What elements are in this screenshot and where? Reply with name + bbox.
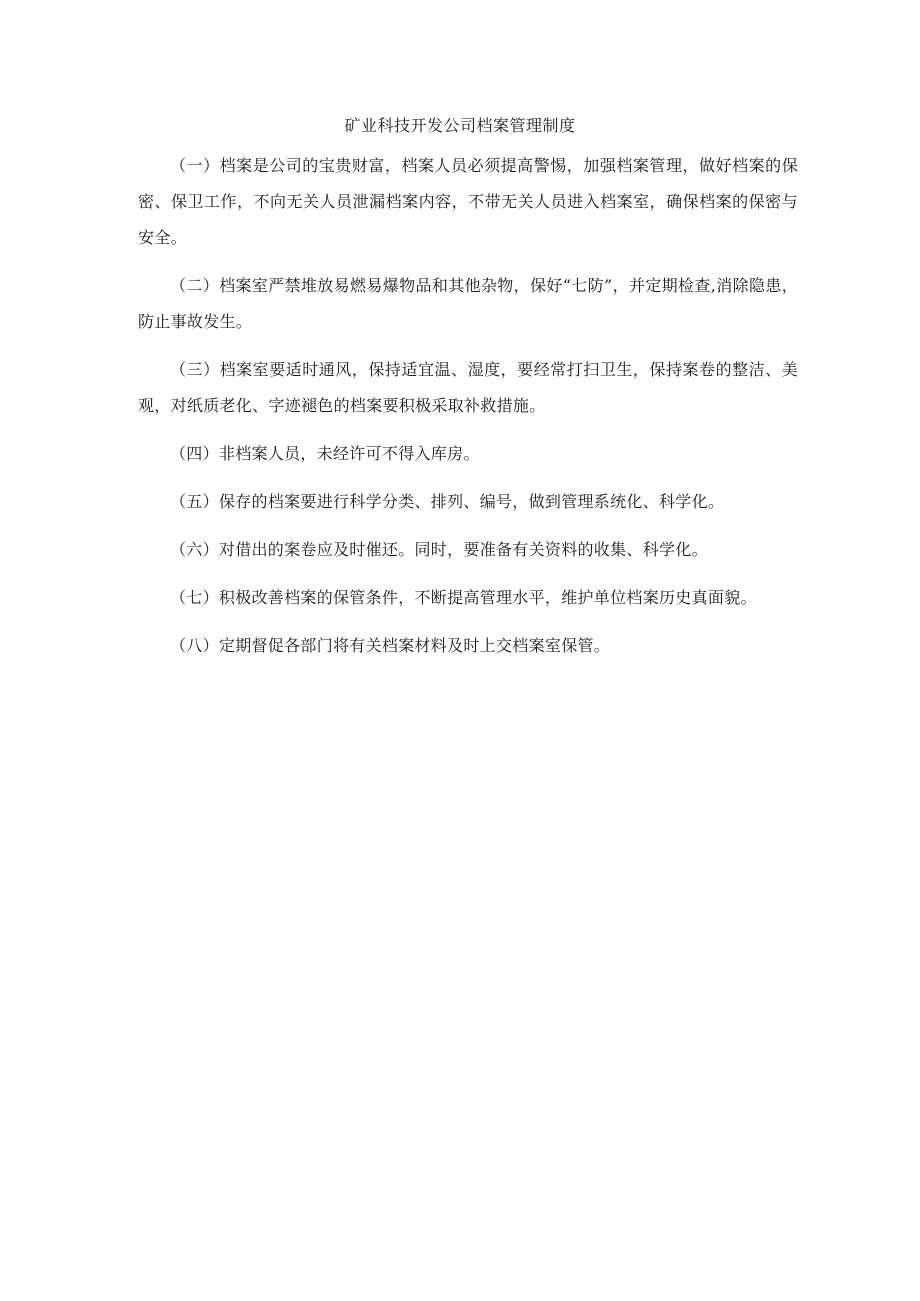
paragraph-6: （六）对借出的案卷应及时催还。同时，要准备有关资料的收集、科学化。 xyxy=(170,540,708,559)
paragraph-4: （四）非档案人员，未经许可不得入库房。 xyxy=(170,444,480,463)
paragraph-5: （五）保存的档案要进行科学分类、排列、编号，做到管理系统化、科学化。 xyxy=(170,492,725,511)
paragraph-8: （八）定期督促各部门将有关档案材料及时上交档案室保管。 xyxy=(170,636,611,655)
paragraph-2: （二）档案室严禁堆放易燃易爆物品和其他杂物，保好“七防”，并定期检查,消除隐患，防止事故发生。 xyxy=(138,276,798,331)
paragraph-1: （一）档案是公司的宝贵财富，档案人员必须提高警惕，加强档案管理，做好档案的保密、保卫工作，不向无关人员泄漏档案内容，不带无关人员进入档案室，确保档案的保密与安全。 xyxy=(138,156,798,247)
paragraph-7: （七）积极改善档案的保管条件，不断提高管理水平，维护单位档案历史真面貌。 xyxy=(170,588,757,607)
document-title: 矿业科技开发公司档案管理制度 xyxy=(344,116,576,135)
document-body xyxy=(138,148,798,676)
paragraph-3: （三）档案室要适时通风，保持适宜温、湿度，要经常打扫卫生，保持案卷的整洁、美观，对纸质老化、字迹褪色的档案要积极采取补救措施。 xyxy=(138,360,798,415)
